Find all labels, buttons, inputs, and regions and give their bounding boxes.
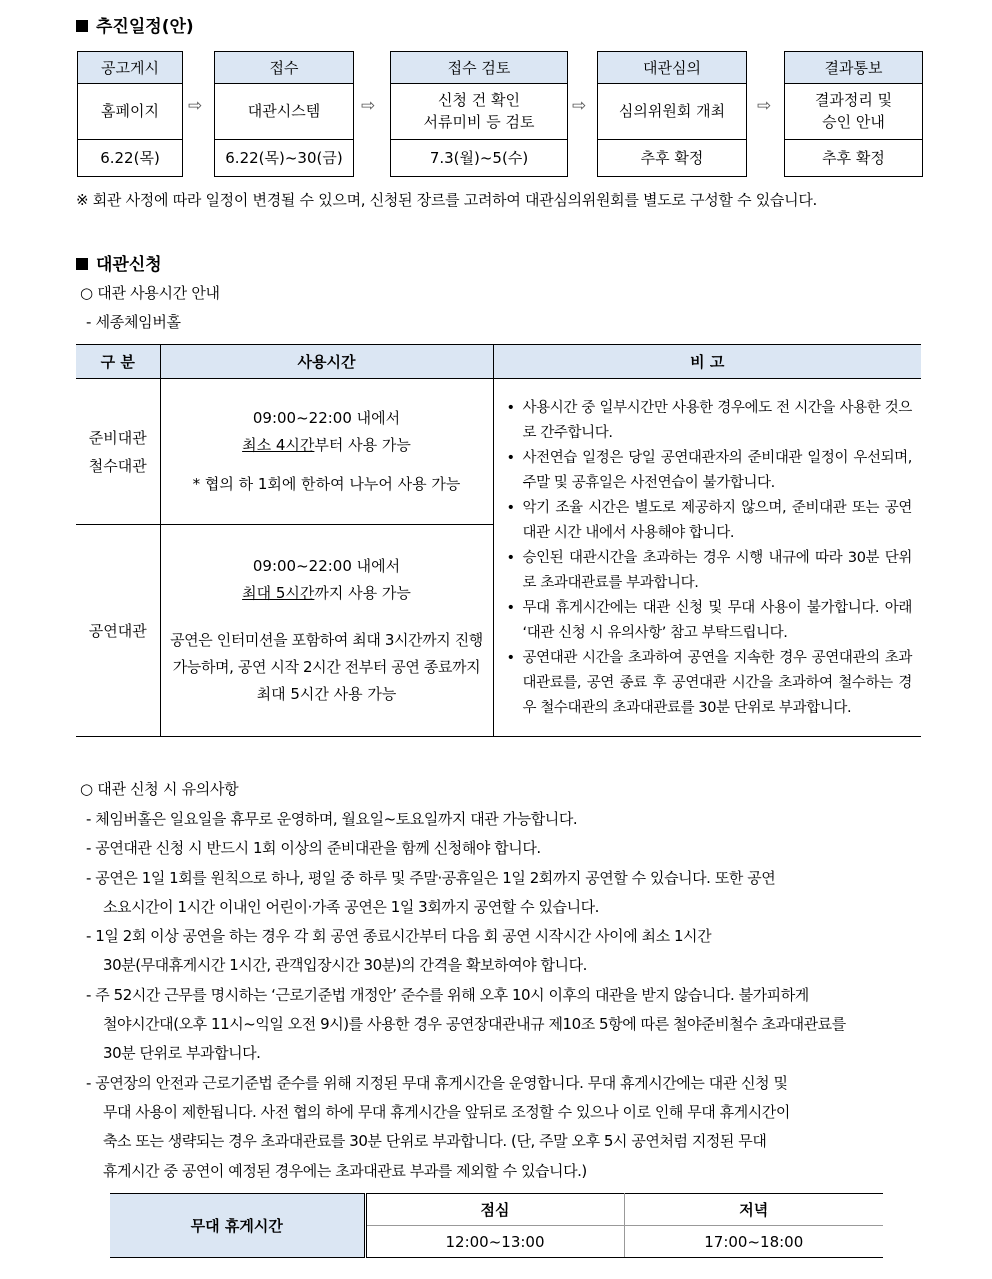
list-item-continuation: 소요시간이 1시간 이내인 어린이·가족 공연은 1일 3회까지 공연할 수 있습니다. xyxy=(103,897,599,916)
step-method: 대관시스템 xyxy=(215,83,353,140)
step-date: 추후 확정 xyxy=(640,148,704,167)
usage-hours-table xyxy=(76,344,921,737)
table-header-row xyxy=(76,345,921,379)
time-max-line xyxy=(162,580,492,607)
step-method: 홈페이지 xyxy=(78,83,182,140)
step-box-result xyxy=(784,51,923,177)
precautions-list xyxy=(86,805,846,1186)
list-item: - 1일 2회 이상 공연을 하는 경우 각 회 공연 종료시간부터 다음 회 공연 시작시간 사이에 최소 1시간 xyxy=(86,927,712,946)
schedule-note: ※ 회관 사정에 따라 일정이 변경될 수 있으며, 신청된 장르를 고려하여 대관심의위원회를 별도로 구성할 수 있습니다. xyxy=(76,191,817,209)
hall-name: - 세종체임버홀 xyxy=(86,313,181,331)
max-hours-rest: 까지 사용 가능 xyxy=(314,584,411,602)
list-item: - 공연은 1일 1회를 원칙으로 하나, 평일 중 하루 및 주말·공휴일은 1일 2회까지 공연할 수 있습니다. 또한 공연 xyxy=(86,868,776,887)
list-item: - 체임버홀은 일요일을 휴무로 운영하며, 월요일~토요일까지 대관 가능합니다. xyxy=(86,810,578,828)
list-item: • 악기 조율 시간은 별도로 제공하지 않으며, 준비대관 또는 공연대관 시간 내에서 사용해야 합니다. xyxy=(523,496,913,546)
step-box-announce xyxy=(77,51,183,177)
dinner-time: 17:00~18:00 xyxy=(624,1226,883,1258)
category-cell xyxy=(76,379,160,525)
right-arrow-icon: ⇨ xyxy=(757,96,772,116)
step-method: 결과정리 및 승인 안내 xyxy=(785,83,922,140)
list-item: • 무대 휴게시간에는 대관 신청 및 무대 사용이 불가합니다. 아래 ‘대관 신청 시 유의사항’ 참고 부탁드립니다. xyxy=(523,596,913,646)
step-box-review xyxy=(390,51,568,177)
time-range: 09:00~22:00 내에서 xyxy=(252,409,401,427)
column-header: 사용시간 xyxy=(160,345,493,379)
rest-label-text: 무대 휴게시간 xyxy=(190,1217,283,1235)
time-note: 최대 5시간 사용 가능 xyxy=(256,685,397,703)
step-method: 신청 건 확인 서류미비 등 검토 xyxy=(391,83,567,140)
column-header: 비 고 xyxy=(493,345,921,379)
time-cell xyxy=(160,525,493,737)
list-item: • 승인된 대관시간을 초과하는 경우 시행 내규에 따라 30분 단위로 초과대관료를 부과합니다. xyxy=(523,546,913,596)
rest-time-table xyxy=(110,1193,883,1258)
lunch-time: 12:00~13:00 xyxy=(365,1226,624,1258)
time-note: * 협의 하 1회에 한하여 나누어 사용 가능 xyxy=(192,475,461,493)
right-arrow-icon: ⇨ xyxy=(188,96,203,116)
time-cell xyxy=(160,379,493,525)
step-date: 7.3(월)~5(수) xyxy=(429,148,529,167)
list-item-continuation: 30분 단위로 부과합니다. xyxy=(103,1044,261,1063)
column-header: 구 분 xyxy=(76,345,160,379)
step-method: 심의위원회 개최 xyxy=(598,83,746,140)
step-header: 접수 검토 xyxy=(391,52,567,84)
notes-cell xyxy=(493,379,921,737)
step-date: 추후 확정 xyxy=(822,148,885,167)
step-box-receipt xyxy=(214,51,354,177)
list-item: • 사용시간 중 일부시간만 사용한 경우에도 전 시간을 사용한 것으로 간주합니다. xyxy=(523,396,913,446)
square-bullet-icon xyxy=(76,258,88,270)
min-hours: 최소 4시간 xyxy=(242,436,315,454)
list-item-continuation: 무대 사용이 제한됩니다. 사전 협의 하에 무대 휴게시간을 앞뒤로 조정할 수 있으나 이로 인해 무대 휴게시간이 xyxy=(103,1102,790,1121)
list-item: - 공연장의 안전과 근로기준법 준수를 위해 지정된 무대 휴게시간을 운영합니다. 무대 휴게시간에는 대관 신청 및 xyxy=(86,1073,788,1092)
step-header: 공고게시 xyxy=(78,52,182,84)
list-item-continuation: 철야시간대(오후 11시~익일 오전 9시)를 사용한 경우 공연장대관내규 제10조 5항에 따른 철야준비철수 초과대관료를 xyxy=(103,1015,846,1034)
right-arrow-icon: ⇨ xyxy=(572,96,587,116)
section-title-text: 추진일정(안) xyxy=(96,17,194,37)
table-row xyxy=(110,1194,883,1226)
section-title-text: 대관신청 xyxy=(96,255,162,275)
list-item: - 공연대관 신청 시 반드시 1회 이상의 준비대관을 함께 신청해야 합니다. xyxy=(86,839,541,858)
notes-list xyxy=(495,396,921,721)
step-header: 접수 xyxy=(215,52,353,84)
right-arrow-icon: ⇨ xyxy=(361,96,376,116)
step-date: 6.22(목)~30(금) xyxy=(225,148,343,167)
category-label: 철수대관 xyxy=(88,456,147,475)
time-note: 공연은 인터미션을 포함하여 최대 3시간까지 진행 xyxy=(170,631,483,649)
list-item-continuation: 휴게시간 중 공연이 예정된 경우에는 초과대관료 부과를 제외할 수 있습니다.) xyxy=(103,1161,587,1180)
category-cell: 공연대관 xyxy=(76,525,160,737)
list-item-continuation: 30분(무대휴게시간 1시간, 관객입장시간 30분)의 간격을 확보하여야 합니다. xyxy=(103,956,587,975)
list-item: • 사전연습 일정은 당일 공연대관자의 준비대관 일정이 우선되며, 주말 및 공휴일은 사전연습이 불가합니다. xyxy=(523,446,913,496)
step-header: 결과통보 xyxy=(785,52,922,84)
subsection-usage-hours: ○ 대관 사용시간 안내 xyxy=(80,284,220,302)
time-min-line xyxy=(162,432,492,459)
step-date: 6.22(목) xyxy=(100,148,160,167)
step-box-deliberation xyxy=(597,51,747,177)
max-hours: 최대 5시간 xyxy=(242,584,315,602)
subsection-precautions: ○ 대관 신청 시 유의사항 xyxy=(80,780,239,798)
lunch-header: 점심 xyxy=(365,1194,624,1226)
square-bullet-icon xyxy=(76,20,88,32)
table-row xyxy=(76,379,921,525)
category-label: 준비대관 xyxy=(88,428,147,447)
list-item: - 주 52시간 근무를 명시하는 ‘근로기준법 개정안’ 준수를 위해 오후 10시 이후의 대관을 받지 않습니다. 불가피하게 xyxy=(86,985,809,1004)
time-note: 가능하며, 공연 시작 2시간 전부터 공연 종료까지 xyxy=(172,658,481,676)
time-range: 09:00~22:00 내에서 xyxy=(252,557,401,575)
dinner-header: 저녁 xyxy=(624,1194,883,1226)
rest-label xyxy=(110,1194,365,1258)
step-header: 대관심의 xyxy=(598,52,746,84)
min-hours-rest: 부터 사용 가능 xyxy=(314,436,411,454)
section-title-rental xyxy=(76,250,162,275)
list-item: • 공연대관 시간을 초과하여 공연을 지속한 경우 공연대관의 초과대관료를, 공연 종료 후 공연대관 시간을 초과하여 철수하는 경우 철수대관의 초과대관료를 30분 단위로 부과합니다. xyxy=(523,646,913,721)
section-title-schedule xyxy=(76,12,194,37)
list-item-continuation: 축소 또는 생략되는 경우 초과대관료를 30분 단위로 부과합니다. (단, 주말 오후 5시 공연처럼 지정된 무대 xyxy=(103,1132,767,1151)
